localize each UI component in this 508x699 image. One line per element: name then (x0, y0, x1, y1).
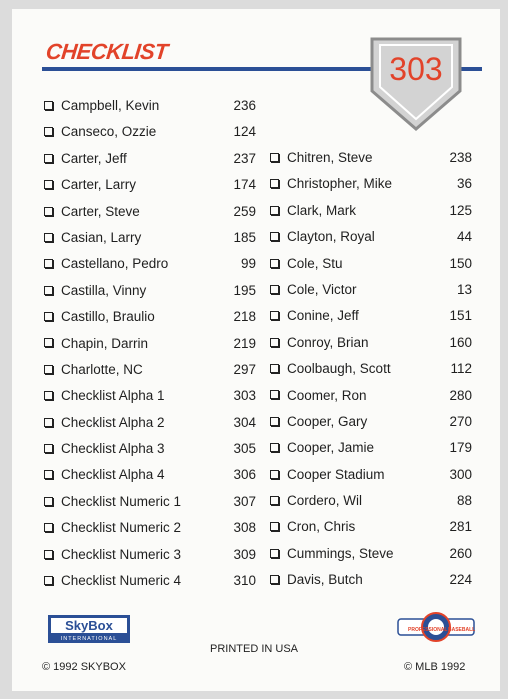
card-number-value: 160 (449, 334, 472, 350)
checkbox-icon (44, 497, 53, 506)
checklist-row (44, 278, 256, 304)
mlb-logo (396, 607, 476, 653)
checkbox-icon (44, 259, 53, 268)
player-name: Coolbaugh, Scott (287, 361, 391, 377)
card-number-value: 307 (233, 493, 256, 509)
checkbox-icon (44, 576, 53, 585)
player-name: Chitren, Steve (287, 150, 373, 165)
checklist-column-left (44, 93, 256, 594)
player-name: Checklist Numeric 3 (61, 546, 182, 562)
copyright-skybox: © 1992 SKYBOX (42, 661, 126, 673)
checkbox-icon (44, 154, 53, 163)
checklist-row (270, 198, 472, 224)
player-name: Cole, Stu (287, 255, 343, 271)
card-number-value: 13 (456, 281, 472, 297)
card-number-value: 124 (233, 124, 256, 140)
card-number-value: 237 (233, 150, 256, 166)
card-number-value: 125 (449, 202, 472, 218)
player-name: Cooper, Jamie (287, 440, 375, 456)
player-name: Carter, Steve (61, 203, 140, 219)
copyright-mlb: © MLB 1992 (404, 661, 466, 673)
card-number-value: 151 (449, 308, 472, 324)
card-number-value: 36 (456, 176, 472, 192)
checkbox-icon (44, 338, 53, 347)
card-number-value: 304 (233, 414, 256, 430)
card-number-value: 270 (449, 413, 472, 429)
checkbox-icon (44, 101, 53, 110)
player-name: Conroy, Brian (287, 334, 369, 350)
player-name: Checklist Alpha 3 (61, 441, 165, 457)
player-name: Checklist Alpha 1 (61, 388, 165, 404)
checklist-row (44, 304, 256, 330)
player-name: Checklist Numeric 2 (61, 520, 182, 536)
checklist-row (44, 172, 256, 198)
checkbox-icon (270, 496, 279, 505)
checkbox-icon (44, 286, 53, 295)
card-number-value: 310 (233, 573, 256, 589)
player-name: Castillo, Braulio (61, 309, 155, 325)
player-name: Christopher, Mike (287, 176, 393, 192)
player-name: Cooper, Gary (287, 413, 368, 429)
player-name: Chapin, Darrin (61, 335, 149, 351)
card-number-value: 306 (233, 467, 256, 483)
checklist-row (270, 567, 472, 593)
checkbox-icon (270, 232, 279, 241)
checklist-row (44, 515, 256, 541)
checkbox-icon (44, 312, 53, 321)
checkbox-icon (44, 207, 53, 216)
checklist-row (270, 435, 472, 461)
checkbox-icon (270, 338, 279, 347)
player-name: Castellano, Pedro (61, 256, 169, 272)
card-number-value: 99 (240, 256, 256, 272)
checkbox-icon (44, 523, 53, 532)
card-number-value: 309 (233, 546, 256, 562)
checklist-row (44, 199, 256, 225)
checklist-row (270, 171, 472, 197)
card-number-value: 185 (233, 229, 256, 245)
checklist-row (270, 251, 472, 277)
card-number-value: 224 (449, 572, 472, 588)
checkbox-icon (270, 153, 279, 162)
mlb-text-bottom: BASEBALL (448, 627, 476, 633)
checkbox-icon (270, 470, 279, 479)
checklist-row (44, 119, 256, 145)
card-number-value: 112 (450, 361, 472, 377)
checklist-card (12, 9, 500, 691)
player-name: Canseco, Ozzie (61, 124, 157, 140)
card-number-value: 150 (449, 255, 472, 271)
checklist-row (44, 462, 256, 488)
player-name: Cole, Victor (287, 281, 357, 297)
brand-text: SkyBox (65, 618, 113, 633)
card-number-value: 281 (449, 519, 472, 535)
checkbox-icon (270, 443, 279, 452)
checkbox-icon (44, 180, 53, 189)
checklist-row (44, 225, 256, 251)
player-name: Carter, Larry (61, 177, 137, 193)
card-number-value: 44 (456, 229, 472, 245)
player-name: Checklist Alpha 2 (61, 414, 165, 430)
checklist-row (44, 542, 256, 568)
player-name: Conine, Jeff (287, 308, 359, 324)
checkbox-icon (270, 390, 279, 399)
home-plate-badge (368, 35, 464, 133)
checklist-row (270, 330, 472, 356)
player-name: Clayton, Royal (287, 229, 375, 245)
card-number-value: 305 (233, 441, 256, 457)
card-number-value: 308 (233, 520, 256, 536)
checklist-row (44, 489, 256, 515)
card-number-value: 195 (233, 282, 256, 298)
player-name: Castilla, Vinny (61, 282, 147, 298)
card-number-value: 218 (233, 309, 256, 325)
checkbox-icon (270, 206, 279, 215)
checklist-row (270, 488, 472, 514)
card-number-value: 238 (449, 150, 472, 165)
player-name: Coomer, Ron (287, 387, 367, 403)
player-name: Cordero, Wil (287, 493, 363, 509)
checklist-row (270, 462, 472, 488)
card-number: 303 (389, 51, 443, 87)
checkbox-icon (270, 522, 279, 531)
card-number-value: 303 (233, 388, 256, 404)
checkbox-icon (44, 233, 53, 242)
checklist-row (44, 146, 256, 172)
checkbox-icon (270, 311, 279, 320)
card-number-value: 88 (456, 493, 472, 509)
checklist-row (44, 331, 256, 357)
card-number-value: 300 (449, 466, 472, 482)
checklist-row (44, 383, 256, 409)
checklist-row (270, 514, 472, 540)
checklist-row (270, 409, 472, 435)
checklist-row (44, 436, 256, 462)
brand-subtext: INTERNATIONAL (60, 636, 118, 642)
checklist-row (44, 93, 256, 119)
checkbox-icon (270, 179, 279, 188)
checklist-row (270, 224, 472, 250)
mlb-text-top: PROFESSIONAL (408, 627, 448, 633)
player-name: Checklist Numeric 1 (61, 493, 182, 509)
player-name: Cron, Chris (287, 519, 356, 535)
checklist-row (270, 277, 472, 303)
checkbox-icon (270, 259, 279, 268)
card-number-value: 236 (233, 98, 256, 113)
checkbox-icon (44, 444, 53, 453)
checkbox-icon (270, 549, 279, 558)
checkbox-icon (44, 391, 53, 400)
card-number-value: 179 (449, 440, 472, 456)
checklist-row (270, 145, 472, 171)
player-name: Checklist Alpha 4 (61, 467, 165, 483)
checklist-row (44, 568, 256, 594)
checklist-row (270, 541, 472, 567)
checklist-column-right (270, 145, 472, 594)
checkbox-icon (270, 417, 279, 426)
player-name: Casian, Larry (61, 229, 142, 245)
card-number-value: 174 (233, 177, 256, 193)
player-name: Cummings, Steve (287, 545, 394, 561)
player-name: Campbell, Kevin (61, 98, 160, 113)
checkbox-icon (270, 575, 279, 584)
checklist-row (270, 356, 472, 382)
checkbox-icon (270, 364, 279, 373)
card-number-value: 297 (233, 361, 256, 377)
skybox-logo (48, 615, 130, 643)
player-name: Checklist Numeric 4 (61, 573, 182, 589)
printed-in-usa: PRINTED IN USA (210, 643, 299, 655)
checkbox-icon (44, 365, 53, 374)
card-number-value: 259 (233, 203, 256, 219)
checkbox-icon (44, 470, 53, 479)
card-number-value: 280 (449, 387, 472, 403)
checklist-row (270, 303, 472, 329)
checklist-row (44, 251, 256, 277)
card-number-value: 260 (449, 545, 472, 561)
checkbox-icon (44, 127, 53, 136)
checklist-row (270, 383, 472, 409)
checklist-row (44, 357, 256, 383)
player-name: Charlotte, NC (61, 361, 143, 377)
checkbox-icon (270, 285, 279, 294)
checkbox-icon (44, 418, 53, 427)
player-name: Carter, Jeff (61, 150, 127, 166)
checklist-title: CHECKLIST (44, 39, 169, 64)
player-name: Clark, Mark (287, 202, 357, 218)
player-name: Davis, Butch (287, 572, 363, 588)
checklist-row (44, 410, 256, 436)
player-name: Cooper Stadium (287, 466, 385, 482)
card-number-value: 219 (233, 335, 256, 351)
checkbox-icon (44, 550, 53, 559)
